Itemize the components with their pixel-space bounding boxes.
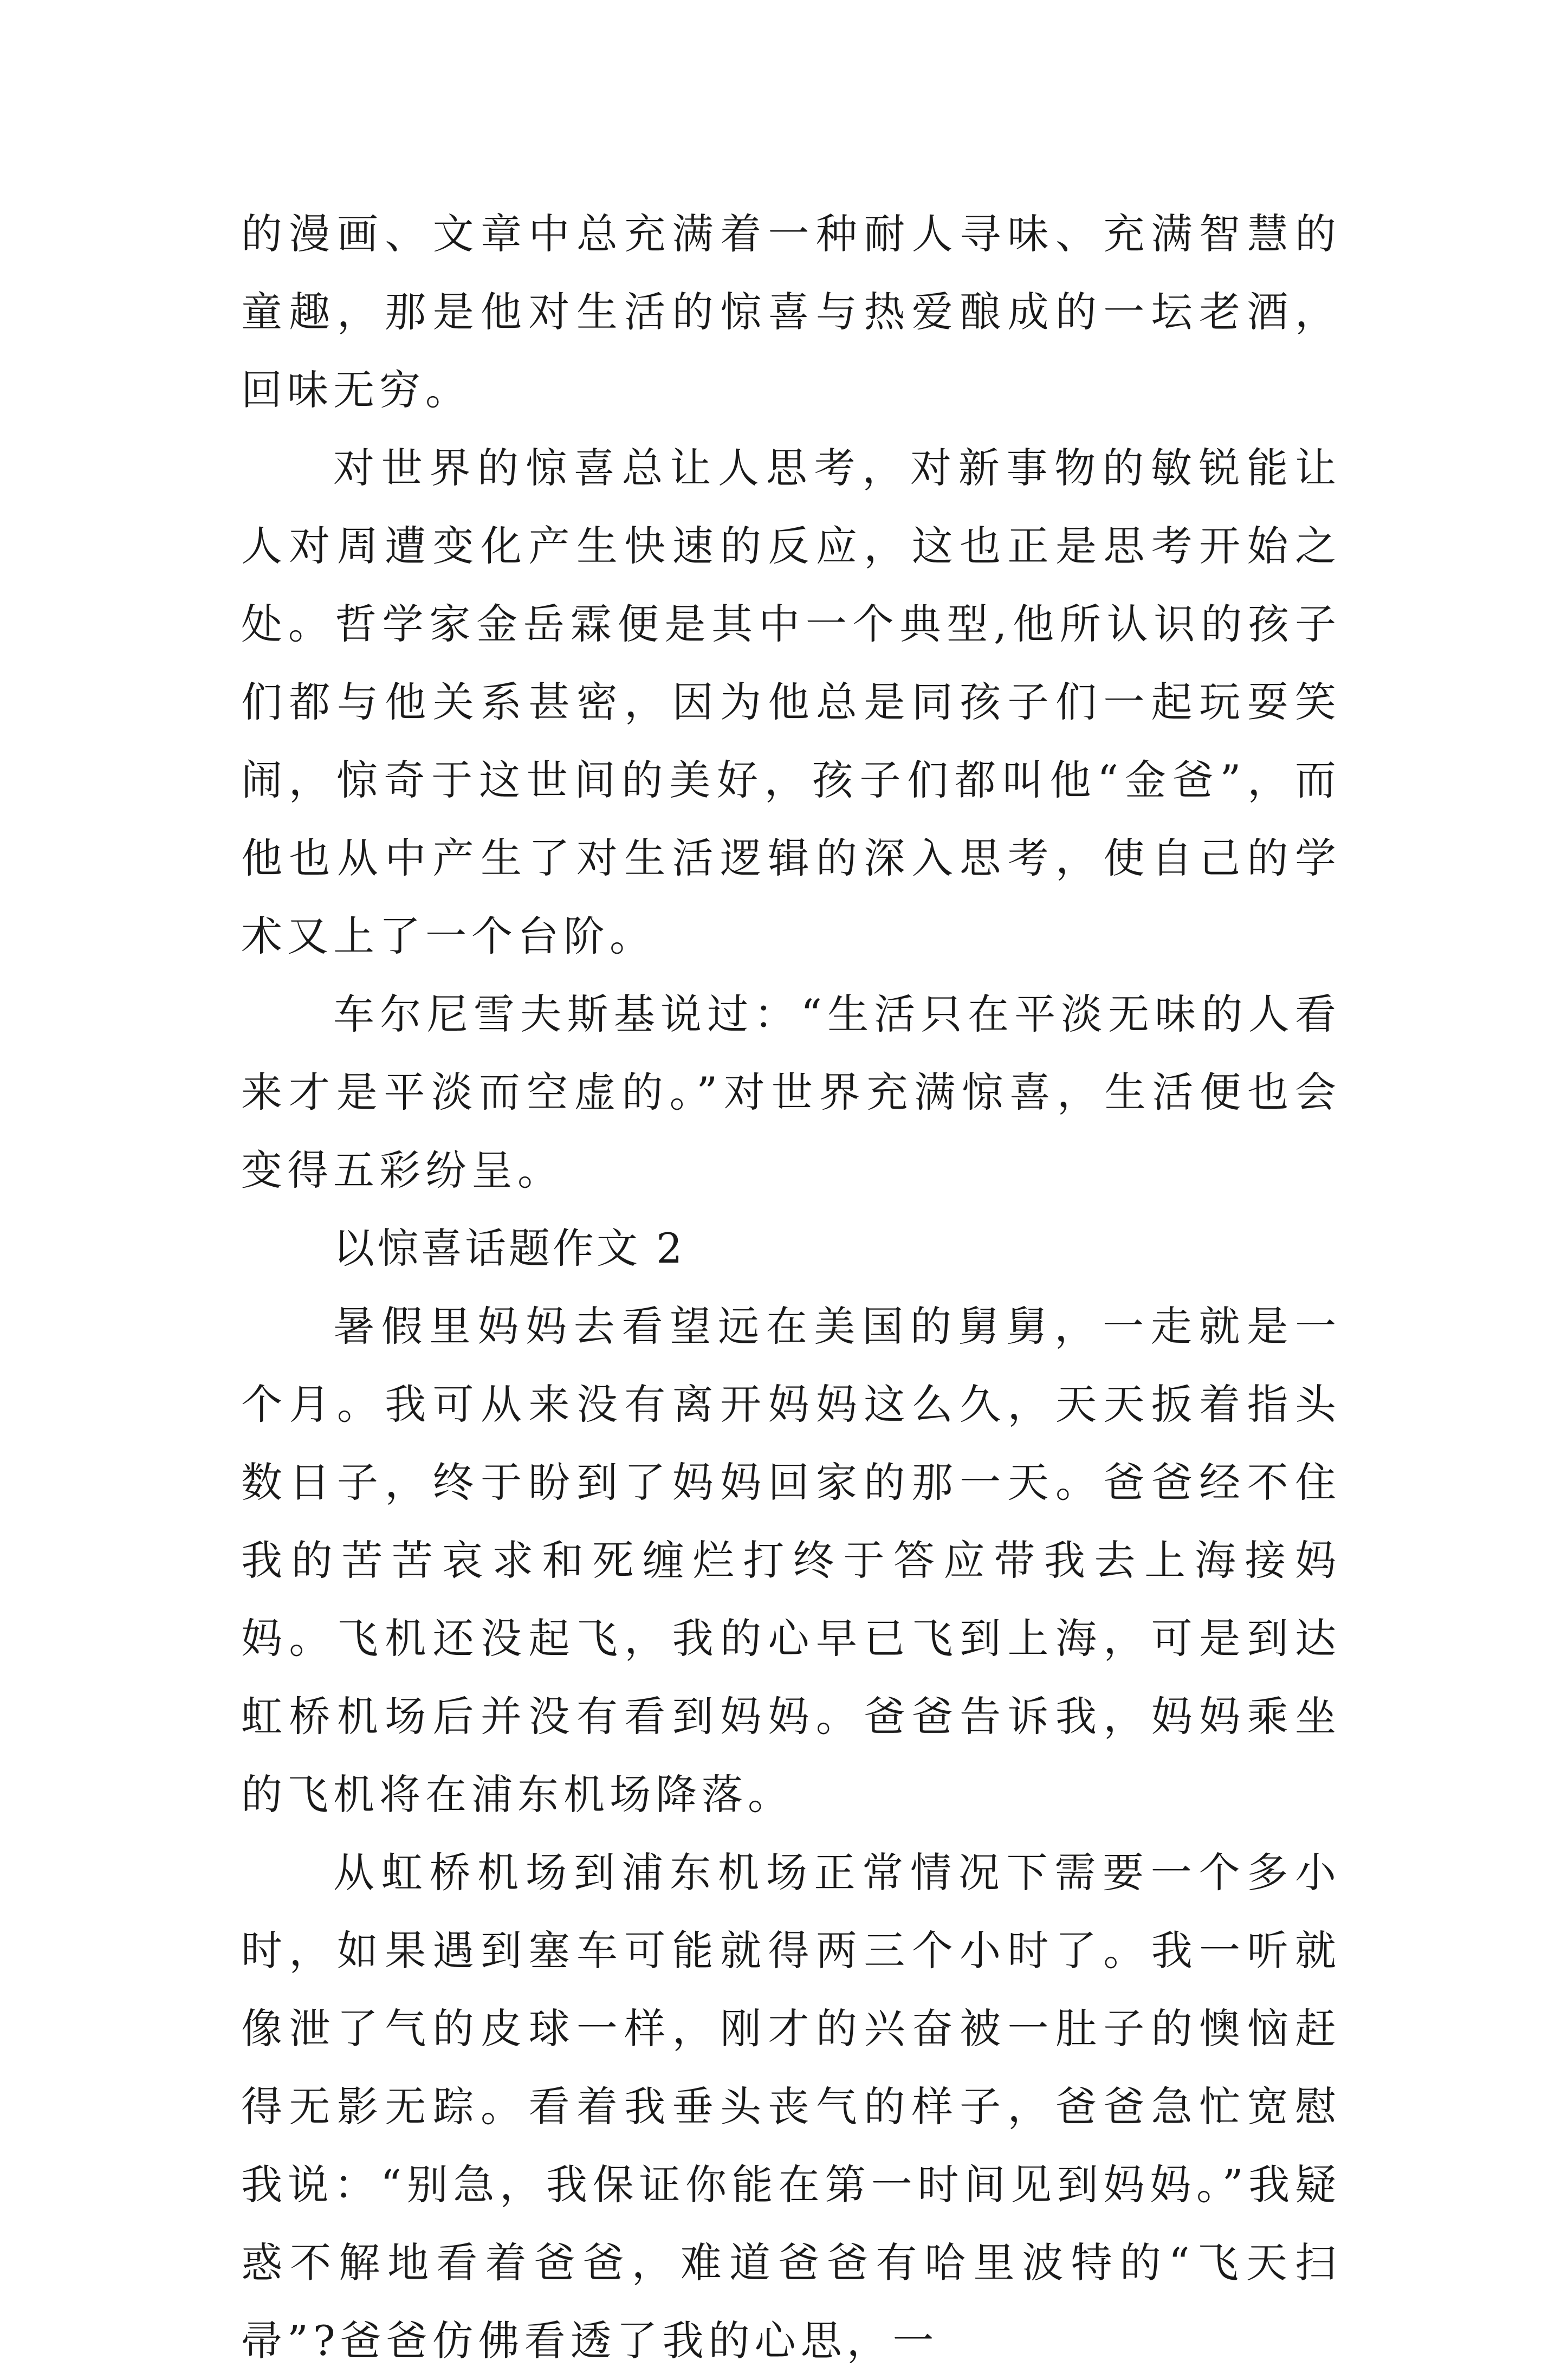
- paragraph-4: 暑假里妈妈去看望远在美国的舅舅，一走就是一个月。我可从来没有离开妈妈这么久，天天扳着指头数日子，终于盼到了妈妈回家的那一天。爸爸经不住我的苦苦哀求和死缠烂打终于答应带我去上海接妈妈。飞机还没起飞，我的心早已飞到上海，可是到达虹桥机场后并没有看到妈妈。爸爸告诉我，妈妈乘坐的飞机将在浦东机场降落。: [241, 1302, 1341, 1819]
- paragraph-2: 对世界的惊喜总让人思考，对新事物的敏锐能让人对周遭变化产生快速的反应，这也正是思考开始之处。哲学家金岳霖便是其中一个典型,他所认识的孩子们都与他关系甚密，因为他总是同孩子们一起玩耍笑闹，惊奇于这世间的美好，孩子们都叫他“金爸”，而他也从中产生了对生活逻辑的深入思考，使自己的学术又上了一个台阶。: [241, 444, 1341, 960]
- article-body: [241, 195, 1341, 2380]
- paragraph-1: 的漫画、文章中总充满着一种耐人寻味、充满智慧的童趣，那是他对生活的惊喜与热爱酿成的一坛老酒，回味无穷。: [241, 210, 1341, 414]
- paragraph-5: 从虹桥机场到浦东机场正常情况下需要一个多小时，如果遇到塞车可能就得两三个小时了。我一听就像泄了气的皮球一样，刚才的兴奋被一肚子的懊恼赶得无影无踪。看着我垂头丧气的样子，爸爸急忙宽慰我说：“别急，我保证你能在第一时间见到妈妈。”我疑惑不解地看着爸爸，难道爸爸有哈里波特的“飞天扫帚”?爸爸仿佛看透了我的心思，一: [241, 1848, 1341, 2365]
- paragraph-3: 车尔尼雪夫斯基说过：“生活只在平淡无味的人看来才是平淡而空虚的。”对世界充满惊喜，生活便也会变得五彩纷呈。: [241, 990, 1341, 1194]
- section-heading: 以惊喜话题作文 2: [333, 1224, 685, 1272]
